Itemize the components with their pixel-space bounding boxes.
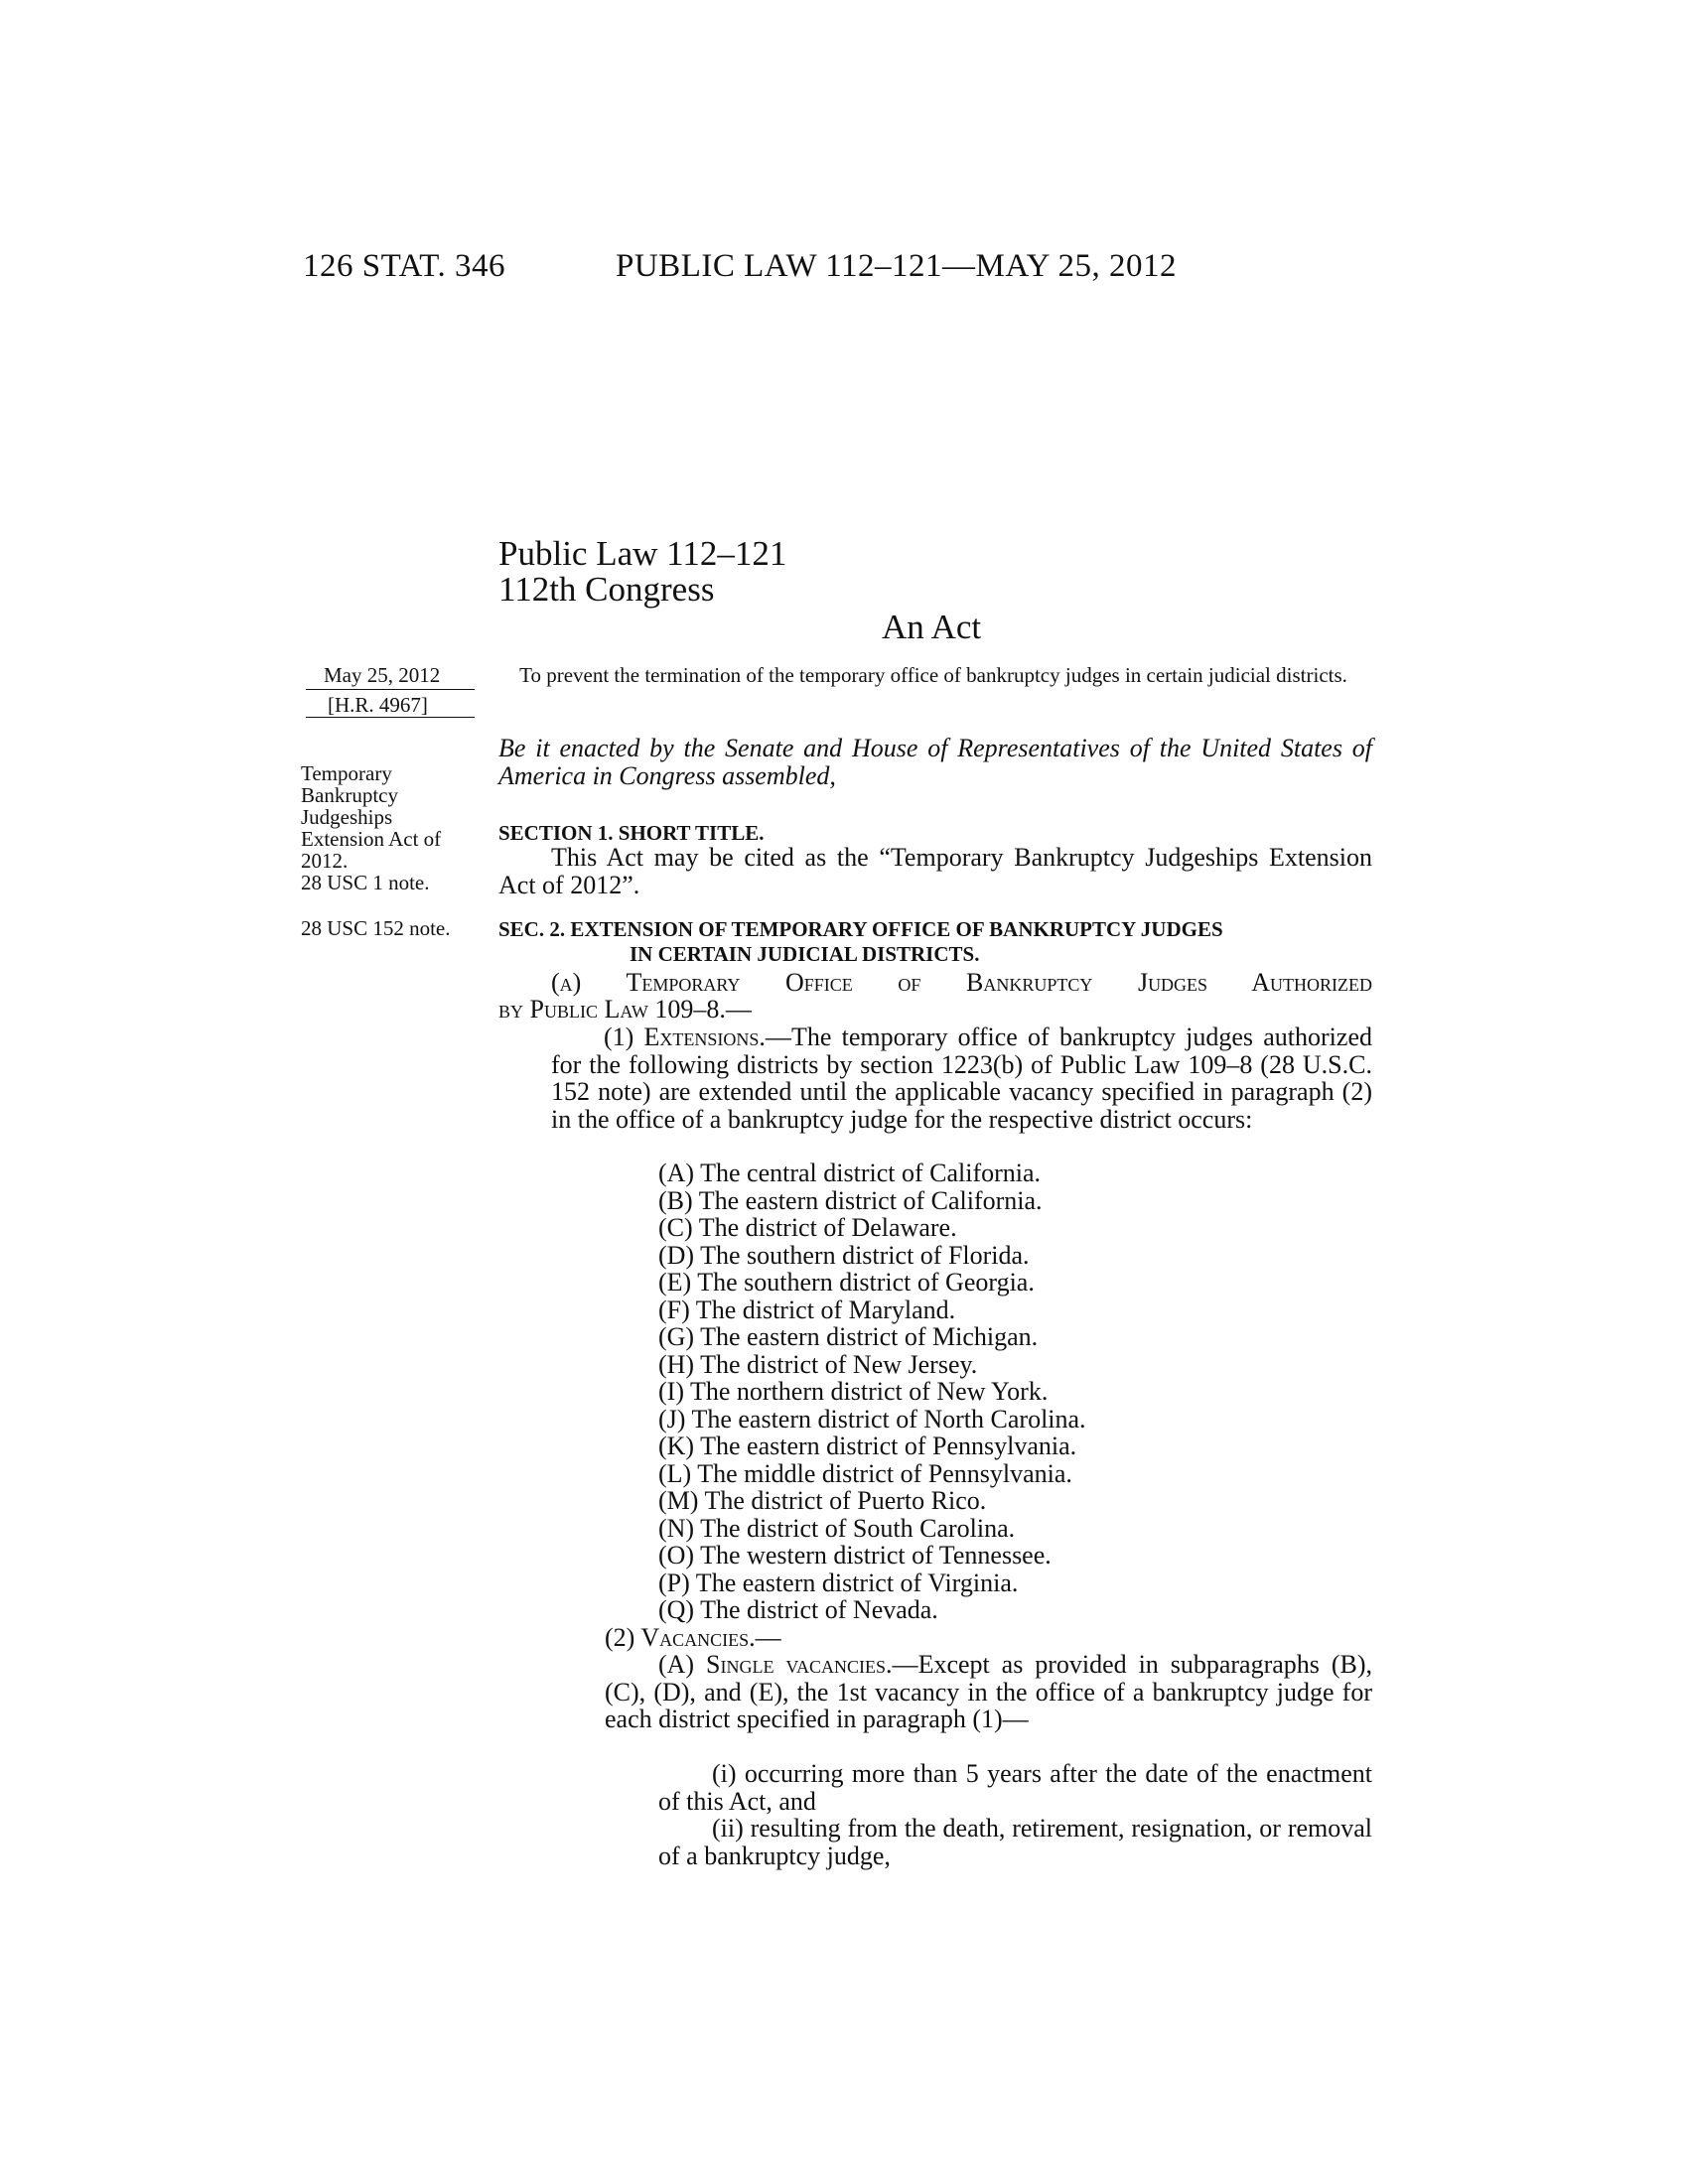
- public-law-number: Public Law 112–121: [498, 534, 787, 573]
- list-item: (J) The eastern district of North Carolina.: [658, 1404, 1086, 1433]
- section-2-heading-line1: SEC. 2. EXTENSION OF TEMPORARY OFFICE OF BANKRUPTCY JUDGES: [498, 917, 1223, 941]
- page-stat-number: 126 STAT. 346: [303, 248, 506, 284]
- margin-rule-top: [306, 689, 475, 690]
- list-item: (L) The middle district of Pennsylvania.: [658, 1458, 1072, 1488]
- congress-number: 112th Congress: [498, 570, 715, 609]
- list-item: (H) The district of New Jersey.: [658, 1349, 978, 1379]
- list-item: (M) The district of Puerto Rico.: [658, 1486, 987, 1515]
- bill-number: [H.R. 4967]: [328, 693, 428, 717]
- list-item: (K) The eastern district of Pennsylvania.: [658, 1432, 1077, 1460]
- paragraph-2A-label: (A) Single vacancies.—: [658, 1650, 918, 1679]
- list-item: (P) The eastern district of Virginia.: [658, 1568, 1019, 1597]
- paragraph-2A-text: Except as provided in subparagraphs (B), (C), (D), and (E), the 1st vacancy in the office of a bankruptcy judge for each district specified in paragraph (1)—: [605, 1650, 1372, 1733]
- list-item: (G) The eastern district of Michigan.: [658, 1322, 1039, 1351]
- list-item: (E) The southern district of Georgia.: [658, 1268, 1035, 1297]
- act-purpose: To prevent the termination of the temporary office of bankruptcy judges in certain judicial districts.: [519, 663, 1347, 687]
- list-item: (I) The northern district of New York.: [658, 1377, 1049, 1406]
- section-1-text: This Act may be cited as the “Temporary Bankruptcy Judgeships Extension Act of 2012”.: [498, 843, 1372, 899]
- margin-short-title-note: Temporary Bankruptcy Judgeships Extension Act of 2012. 28 USC 1 note.: [301, 761, 442, 894]
- list-item: (N) The district of South Carolina.: [658, 1513, 1016, 1543]
- act-title: An Act: [882, 608, 982, 646]
- list-item: (O) The western district of Tennessee.: [658, 1541, 1052, 1570]
- section-1-heading: SECTION 1. SHORT TITLE.: [498, 821, 765, 845]
- margin-usc-note-1: 28 USC 1 note.: [301, 871, 430, 894]
- list-item: (C) The district of Delaware.: [658, 1213, 957, 1242]
- district-list: [658, 1160, 1086, 1624]
- paragraph-2-heading: (2) Vacancies.—: [605, 1623, 781, 1652]
- clause-ii: (ii) resulting from the death, retirement, resignation, or removal of a bankruptcy judge,: [658, 1814, 1372, 1870]
- paragraph-1: [551, 1024, 1372, 1133]
- enacting-clause: Be it enacted by the Senate and House of Representatives of the United States of America in Congress assembled,: [498, 734, 1372, 790]
- list-item: (Q) The district of Nevada.: [658, 1595, 938, 1624]
- list-item: (F) The district of Maryland.: [658, 1295, 956, 1324]
- list-item: (A) The central district of California.: [658, 1159, 1042, 1187]
- list-item: (B) The eastern district of California.: [658, 1185, 1043, 1215]
- section-2-heading-line2: IN CERTAIN JUDICIAL DISTRICTS.: [630, 942, 980, 966]
- clause-i: (i) occurring more than 5 years after the date of the enactment of this Act, and: [658, 1759, 1372, 1816]
- paragraph-1-text: The temporary office of bankruptcy judges authorized for the following districts by section 1223(b) of Public Law 109–8 (28 U.S.C. 152 note) are extended until the applicable vacancy specified in paragraph (2) in the office of a bankruptcy judge for the respective district occurs:: [551, 1023, 1372, 1134]
- running-title: PUBLIC LAW 112–121—MAY 25, 2012: [616, 248, 1178, 284]
- margin-rule-bottom: [306, 717, 475, 718]
- subsection-a-heading: (a) Temporary Office of Bankruptcy Judges Authorized: [551, 968, 1372, 997]
- paragraph-1-label: (1) Extensions.—: [604, 1023, 791, 1051]
- margin-usc-note-2: 28 USC 152 note.: [301, 916, 451, 940]
- subsection-a-heading-line2: by Public Law 109–8.—: [498, 995, 752, 1024]
- list-item: (D) The southern district of Florida.: [658, 1240, 1030, 1270]
- paragraph-2A: [605, 1651, 1372, 1733]
- enactment-date: May 25, 2012: [324, 663, 441, 687]
